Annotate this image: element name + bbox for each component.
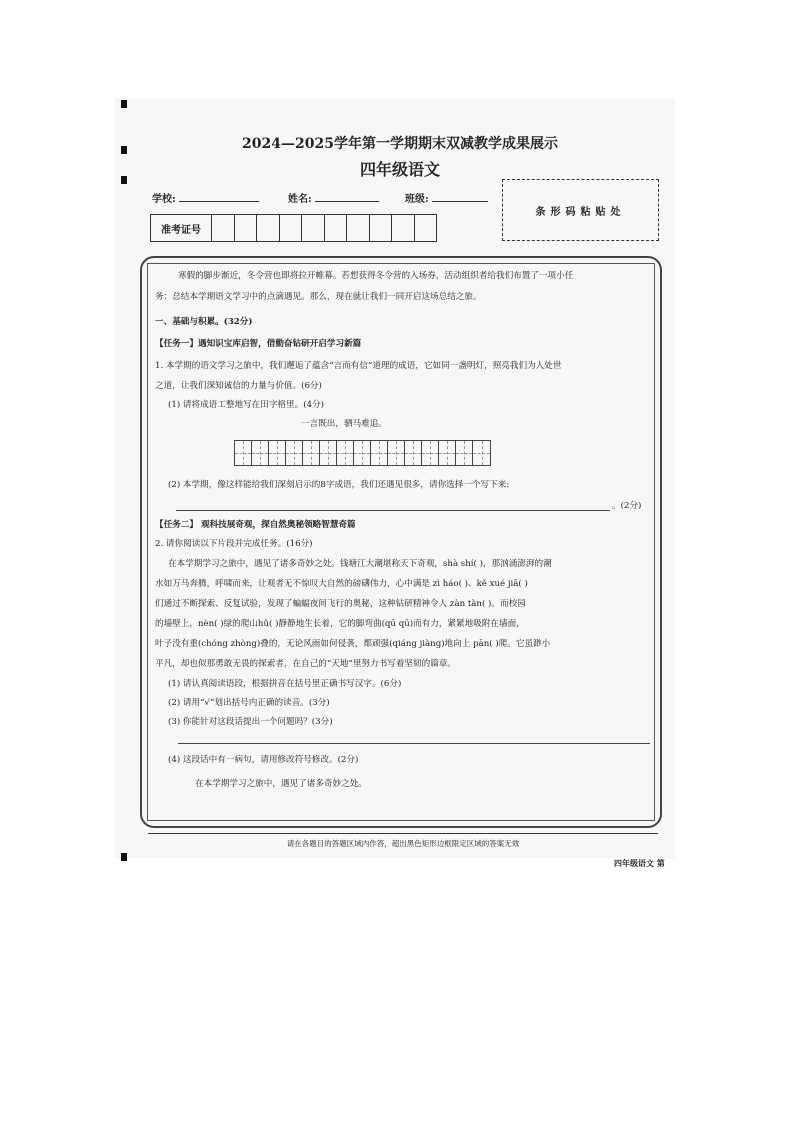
exam-title: 2024—2025学年第一学期期末双减教学成果展示 — [242, 136, 558, 152]
q1-sub2-score: 。(2分) — [612, 501, 642, 511]
exam-id-box[interactable] — [150, 214, 437, 242]
name-field[interactable] — [288, 190, 379, 205]
task1-title: 【任务一】遇知识宝库启智，借勤奋钻研开启学习新篇 — [155, 339, 362, 349]
class-field[interactable] — [405, 190, 488, 205]
tianzige-cell[interactable] — [422, 441, 439, 465]
registration-mark — [121, 853, 127, 861]
q1-text-2: 之道，让我们深知诚信的力量与价值。(6分) — [155, 381, 322, 391]
barcode-area — [502, 179, 659, 241]
barcode-label: 条形码粘贴处 — [535, 206, 626, 218]
exam-id-label: 准考证号 — [151, 215, 212, 241]
tianzige-cell[interactable] — [286, 441, 303, 465]
tianzige-cell[interactable] — [473, 441, 490, 465]
q1-sub1: (1) 请将成语工整地写在田字格里。(4分) — [168, 400, 324, 410]
tianzige-cell[interactable] — [269, 441, 286, 465]
class-blank[interactable] — [432, 192, 488, 202]
school-label: 学校: — [152, 194, 176, 205]
exam-id-cell[interactable] — [415, 215, 437, 241]
exam-id-cell[interactable] — [257, 215, 280, 241]
tianzige-cell[interactable] — [439, 441, 456, 465]
exam-id-cell[interactable] — [370, 215, 393, 241]
tianzige-cell[interactable] — [371, 441, 388, 465]
exam-id-cell[interactable] — [280, 215, 303, 241]
q2-answer-line[interactable] — [178, 743, 650, 744]
passage-line-5: 叶子没有重(chóng zhòng)叠的，无论风雨如何侵袭，都顽强(qiáng jiàng)地向上 pān( )爬。它虽渺小 — [155, 639, 551, 649]
name-blank[interactable] — [315, 192, 379, 202]
tianzige-cell[interactable] — [252, 441, 269, 465]
exam-id-cell[interactable] — [212, 215, 235, 241]
tianzige-grid[interactable] — [234, 440, 491, 466]
q2-sub1: (1) 请认真阅读语段，根据拼音在括号里正确书写汉字。(6分) — [168, 679, 402, 689]
task2-title: 【任务二】 观科技展奇观，探自然奥秘领略智慧奇篇 — [155, 520, 356, 530]
passage-line-6: 平凡，却也似那勇敢无畏的探索者，在自己的“天地”里努力书写着坚韧的篇章。 — [155, 659, 456, 669]
registration-mark — [121, 176, 127, 184]
tianzige-cell[interactable] — [405, 441, 422, 465]
name-label: 姓名: — [288, 194, 312, 205]
tianzige-cell[interactable] — [303, 441, 320, 465]
tianzige-cell[interactable] — [456, 441, 473, 465]
passage-line-3: 们通过不断探索、反复试验，发现了蝙蝠夜间飞行的奥秘，这种钻研精神令人 zàn tàn( )。而校园 — [155, 599, 526, 609]
school-field[interactable] — [152, 190, 259, 205]
q2-text: 2. 请你阅读以下片段并完成任务。(16分) — [155, 539, 313, 549]
tianzige-cell[interactable] — [320, 441, 337, 465]
exam-id-cell[interactable] — [235, 215, 258, 241]
q1-sub2: (2) 本学期，像这样能给我们深刻启示的8字成语，我们还遇见很多，请你选择一个写下来: — [168, 480, 510, 490]
tianzige-cell[interactable] — [354, 441, 371, 465]
q2-sub2: (2) 请用“√”划出括号内正确的读音。(3分) — [168, 698, 330, 708]
tianzige-cell[interactable] — [388, 441, 405, 465]
passage-line-4: 的墙壁上，nèn( )绿的爬山hǔ( )静静地生长着，它的脚弯曲(qū qū)而有力，紧紧地吸附在墙面， — [155, 619, 525, 629]
q1-text-1: 1. 本学期的语文学习之旅中，我们邂逅了蕴含“言而有信”道理的成语，它如同一盏明灯，照亮我们为人处世 — [155, 361, 562, 371]
idiom-text: 一言既出，驷马难追。 — [301, 419, 387, 429]
q2-sub3: (3) 你能针对这段话提出一个问题吗？(3分) — [168, 717, 333, 727]
page-footer: 四年级语文 第 — [614, 858, 665, 868]
section-title: 一、基础与积累。(32分) — [155, 317, 253, 327]
tianzige-cell[interactable] — [235, 441, 252, 465]
exam-subtitle: 四年级语文 — [359, 160, 440, 179]
passage-line-1: 在本学期学习之旅中，遇见了诸多奇妙之处。钱塘江大潮堪称天下奇观，shà shí( )，那汹涌澎湃的潮 — [168, 559, 552, 569]
exam-id-cell[interactable] — [392, 215, 415, 241]
class-label: 班级: — [405, 194, 429, 205]
intro-line-2: 务：总结本学期语文学习中的点滴遇见。那么，现在就让我们一同开启这场总结之旅。 — [155, 292, 482, 302]
passage-line-2: 水如万马奔腾，呼啸而来，让观者无不惊叹大自然的磅礴伟力，心中满是 zì háo( )、kě xué jiā( ) — [155, 579, 528, 589]
sick-sentence: 在本学期学习之旅中，遇见了诸多奇妙之处。 — [195, 779, 367, 789]
school-blank[interactable] — [179, 192, 259, 202]
q2-sub4: (4) 这段话中有一病句，请用修改符号修改。(2分) — [168, 755, 359, 765]
exam-id-cell[interactable] — [325, 215, 348, 241]
answer-notice: 请在各题目的答题区域内作答，超出黑色矩形边框限定区域的答案无效 — [148, 833, 658, 849]
exam-id-cell[interactable] — [347, 215, 370, 241]
registration-mark — [121, 100, 127, 108]
registration-mark — [121, 146, 127, 154]
intro-line-1: 寒假的脚步渐近，冬令营也即将拉开帷幕。若想获得冬令营的入场券，活动组织者给我们布置了一项小任 — [178, 271, 574, 281]
q1-answer-line[interactable] — [176, 510, 610, 511]
exam-id-cell[interactable] — [302, 215, 325, 241]
tianzige-cell[interactable] — [337, 441, 354, 465]
